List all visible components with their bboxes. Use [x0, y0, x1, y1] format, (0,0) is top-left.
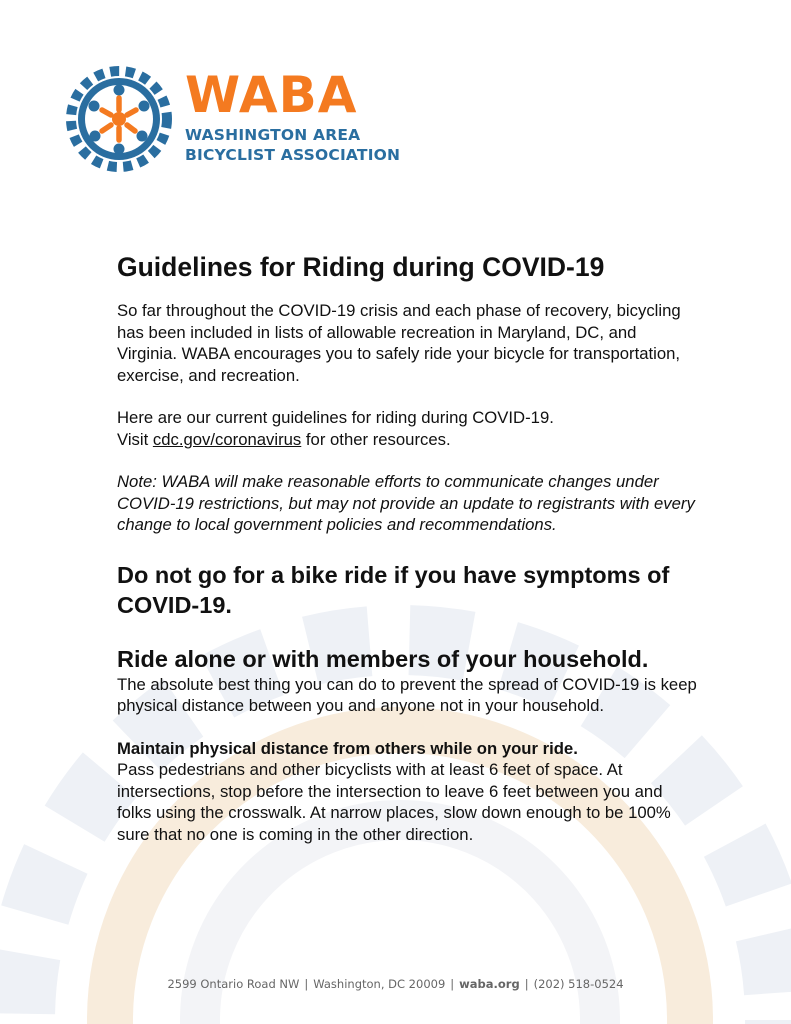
- footer-website-link[interactable]: waba.org: [459, 977, 520, 991]
- footer: [0, 977, 791, 991]
- footer-separator: |: [450, 977, 455, 991]
- page-title: Guidelines for Riding during COVID-19: [117, 252, 605, 282]
- intro-paragraph: So far throughout the COVID-19 crisis and each phase of recovery, bicycling has been included in lists of allowable recreation in Maryland, DC, and Virginia. WABA encourages you to safely ride your bicycle for transportation, exercise, and recreation.: [117, 301, 681, 385]
- logo-line-2: BICYCLIST ASSOCIATION: [185, 146, 401, 164]
- footer-separator: |: [524, 977, 529, 991]
- note-paragraph: Note: WABA will make reasonable efforts to communicate changes under COVID-19 restrictions, but may not provide an update to registrants with every change to local government policies and recommendations.: [117, 472, 695, 534]
- distance-paragraph: [117, 738, 697, 846]
- logo-line-1: WASHINGTON AREA: [185, 126, 361, 144]
- gear-people-icon: [66, 66, 172, 172]
- guidelines-line: Here are our current guidelines for riding during COVID-19.: [117, 408, 554, 427]
- footer-separator: |: [304, 977, 309, 991]
- document-body: [117, 250, 697, 845]
- household-paragraph: The absolute best thing you can do to prevent the spread of COVID-19 is keep physical distance between you and anyone not in your household.: [117, 674, 697, 715]
- visit-suffix: for other resources.: [301, 429, 451, 449]
- footer-phone: (202) 518-0524: [533, 977, 624, 991]
- logo-subtitle: [185, 125, 400, 165]
- cdc-link[interactable]: cdc.gov/coronavirus: [152, 429, 302, 449]
- footer-city: Washington, DC 20009: [313, 977, 446, 991]
- logo-wordmark: WABA: [185, 66, 358, 124]
- heading-ride-alone: Ride alone or with members of your household.: [117, 645, 649, 672]
- guidelines-paragraph: [117, 407, 697, 450]
- footer-address: 2599 Ontario Road NW: [167, 977, 300, 991]
- distance-heading: Maintain physical distance from others while on your ride.: [117, 738, 578, 758]
- distance-text: Pass pedestrians and other bicyclists with at least 6 feet of space. At intersections, stop before the intersection to leave 6 feet between you and folks using the crosswalk. At narrow places, slow down enough to be 100% sure that no one is coming in the other direction.: [117, 760, 671, 844]
- heading-symptoms: Do not go for a bike ride if you have symptoms of COVID-19.: [117, 561, 670, 618]
- visit-prefix: Visit: [117, 429, 153, 449]
